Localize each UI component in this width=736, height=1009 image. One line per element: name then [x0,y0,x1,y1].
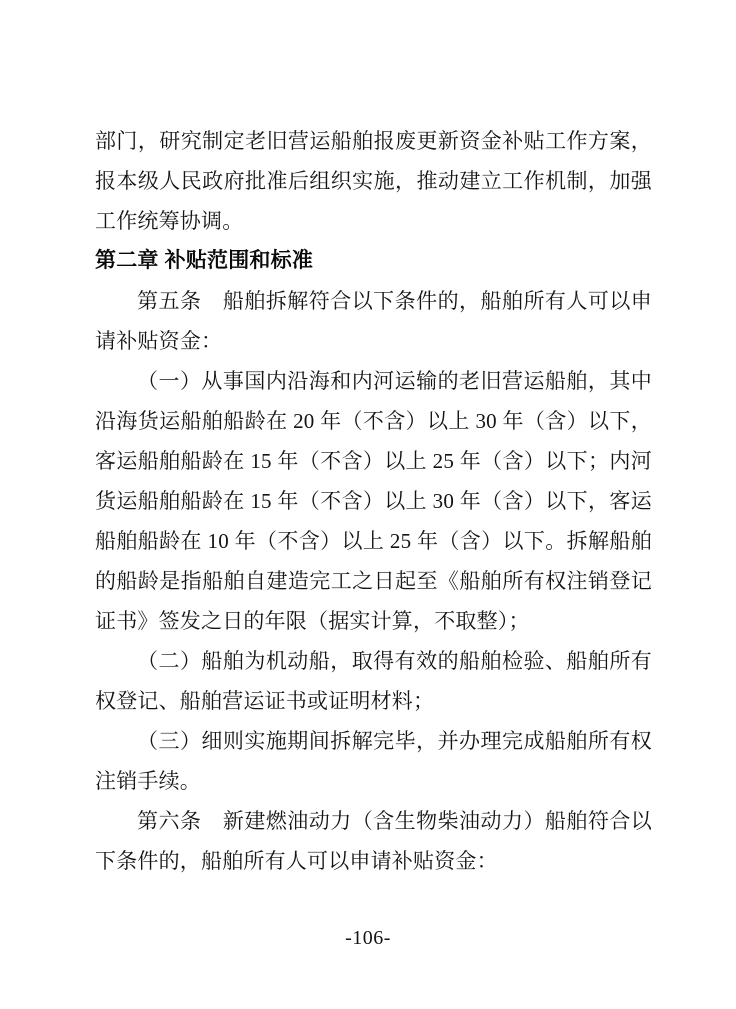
document-body [95,121,652,881]
intro-paragraph: 部门，研究制定老旧营运船舶报废更新资金补贴工作方案，报本级人民政府批准后组织实施，推动建立工作机制，加强工作统筹协调。 [95,129,652,233]
article-5-item-1: （一）从事国内沿海和内河运输的老旧营运船舶，其中沿海货运船舶船龄在 20 年（不含）以上 30 年（含）以下，客运船舶船龄在 15 年（不含）以上 25 年（含）以下；内河货运船舶船龄在 15 年（不含）以上 30 年（含）以下，客运船舶船龄在 10 年（不含）以上 25 年（含）以下。拆解船舶的船龄是指船舶自建造完工之日起至《船舶所有权注销登记证书》签发之日的年限（据实计算，不取整）； [95,369,652,633]
chapter-heading: 第二章 补贴范围和标准 [95,249,314,272]
page-number: -106- [345,927,391,949]
article-5-lead: 第五条 船舶拆解符合以下条件的，船舶所有人可以申请补贴资金： [95,289,652,353]
article-6-lead: 第六条 新建燃油动力（含生物柴油动力）船舶符合以下条件的，船舶所有人可以申请补贴资金： [95,809,652,873]
article-5-item-3: （三）细则实施期间拆解完毕，并办理完成船舶所有权注销手续。 [95,729,652,793]
article-5-item-2: （二）船舶为机动船，取得有效的船舶检验、船舶所有权登记、船舶营运证书或证明材料； [95,649,652,713]
